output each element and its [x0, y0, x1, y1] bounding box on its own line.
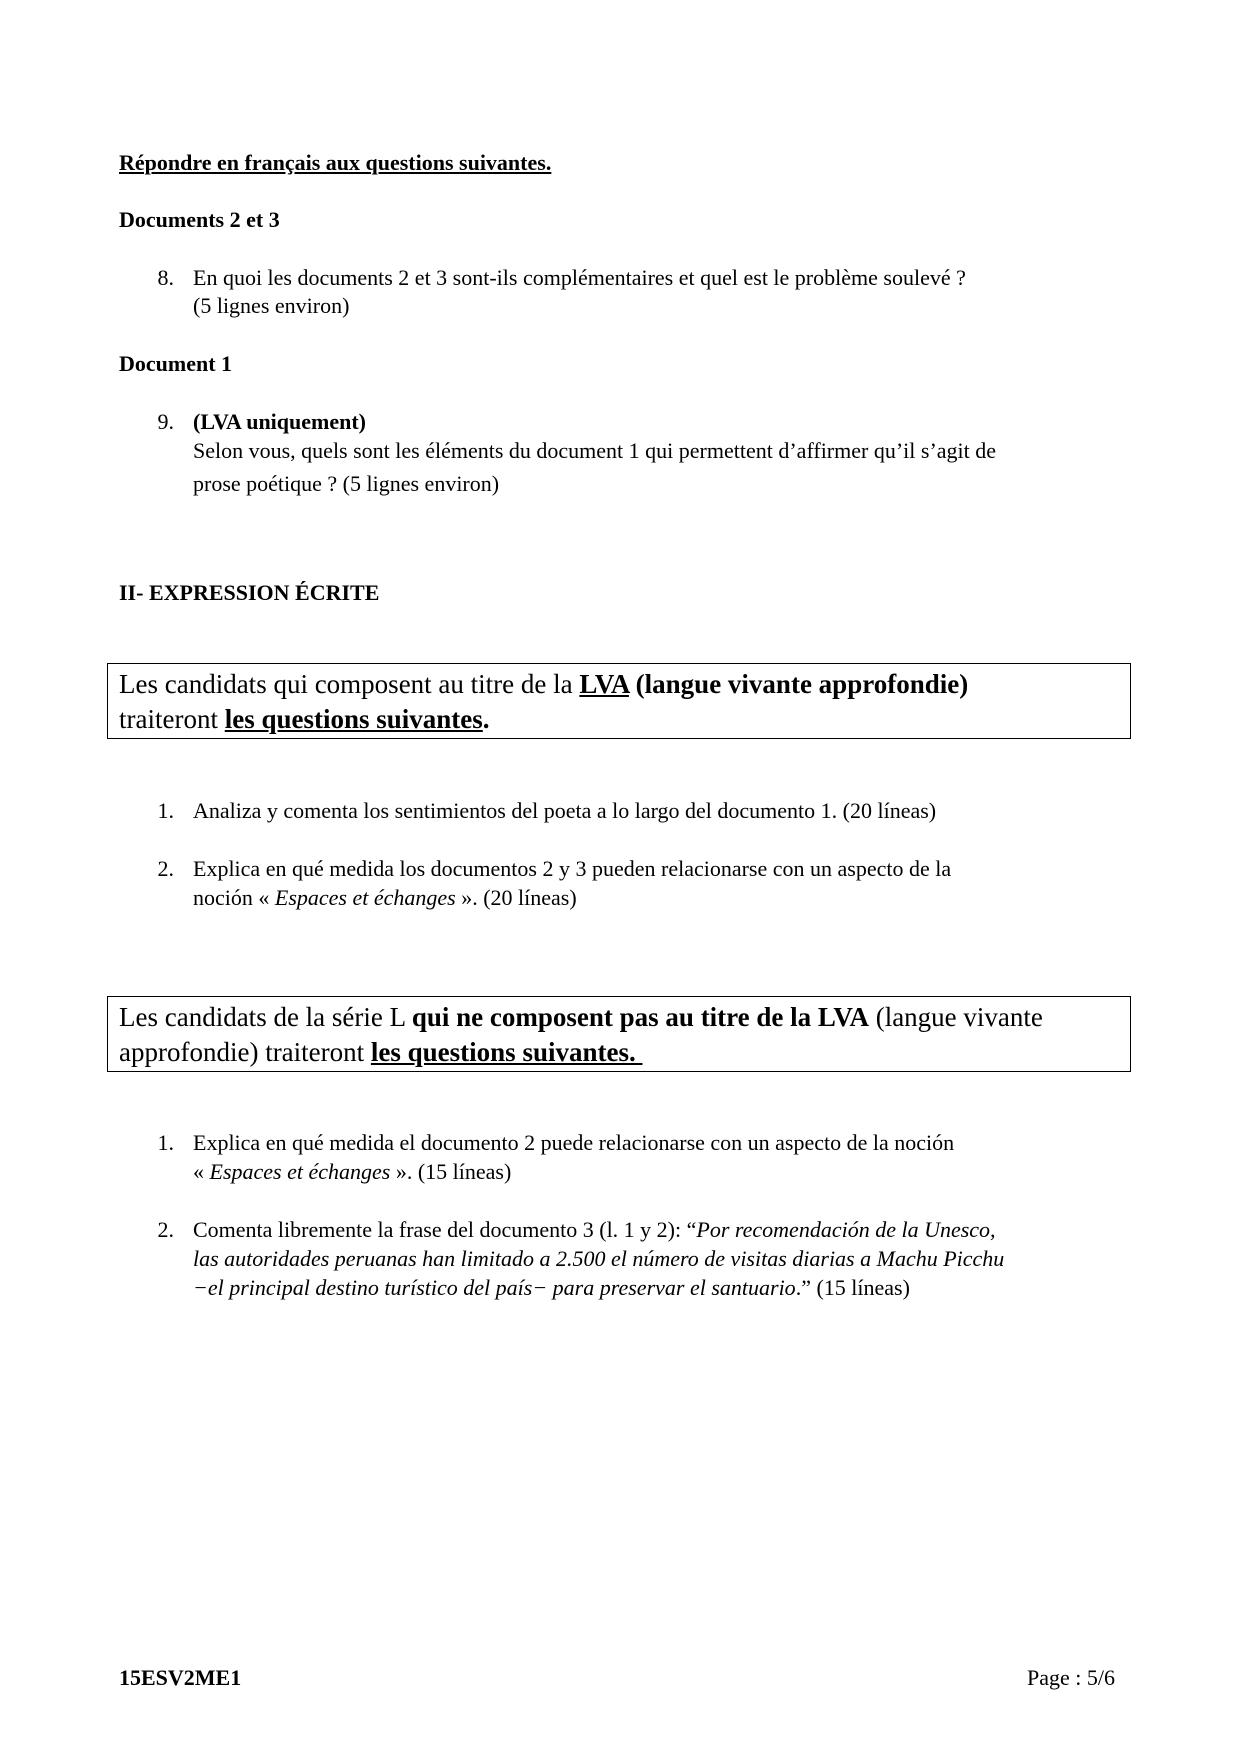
box-line [119, 1035, 1119, 1070]
box-emphasis: (langue vivante approfondie) [628, 669, 969, 699]
question-text-line [193, 1273, 910, 1302]
box-text: Les candidats qui composent au titre de la [119, 669, 580, 699]
question-text-line [193, 1157, 511, 1186]
question-number: 1. [157, 1130, 174, 1155]
text-run: ». (15 líneas) [390, 1159, 512, 1184]
question-text-line: (5 lignes environ) [193, 293, 350, 318]
question-text-line: prose poétique ? (5 lignes environ) [193, 471, 500, 496]
italic-run: −el principal destino turístico del país− para preservar el santuario [193, 1275, 796, 1300]
box-text: . [482, 703, 490, 734]
box-emphasis: LVA [579, 669, 629, 699]
footer-page-number: Page : 5/6 [1027, 1665, 1115, 1690]
question-text-line: Explica en qué medida los documentos 2 y 3 pueden relacionarse con un aspecto de la [193, 856, 952, 881]
question-text-line: Selon vous, quels sont les éléments du document 1 qui permettent d’affirmer qu’il s’agit de [193, 438, 997, 463]
question-text-line: las autoridades peruanas han limitado a 2.500 el número de visitas diarias a Machu Picchu [193, 1246, 1005, 1271]
question-title: (LVA uniquement) [193, 409, 367, 434]
box-line [119, 667, 1119, 702]
box-text: traiteront [119, 703, 225, 734]
box-emphasis: les questions suivantes [370, 1036, 629, 1067]
box-emphasis: qui ne composent pas au titre de la LVA [411, 1002, 869, 1032]
italic-run: Espaces et échanges [274, 885, 456, 910]
text-run: « [193, 1159, 210, 1184]
question-number: 2. [157, 1217, 174, 1242]
box-text: Les candidats de la série L [119, 1002, 412, 1032]
box-line [119, 702, 1119, 737]
box-emphasis: les questions suivantes [224, 703, 483, 734]
question-number: 1. [157, 798, 174, 823]
question-text-line [193, 1215, 996, 1244]
question-number: 9. [157, 409, 174, 434]
question-text-line [193, 883, 577, 912]
italic-run: Por recomendación de la Unesco, [696, 1217, 996, 1242]
section-heading-document-1: Document 1 [119, 351, 233, 376]
italic-run: Espaces et échanges [209, 1159, 391, 1184]
non-lva-instruction-box [107, 996, 1131, 1072]
box-line [119, 1000, 1119, 1035]
question-text-line: Explica en qué medida el documento 2 puede relacionarse con un aspecto de la noción [193, 1130, 955, 1155]
box-text: (langue vivante [868, 1002, 1043, 1032]
question-text-line: Analiza y comenta los sentimientos del poeta a lo largo del documento 1. (20 líneas) [193, 798, 937, 823]
section-heading-documents-2-3: Documents 2 et 3 [119, 207, 280, 232]
lva-instruction-box [107, 663, 1131, 739]
question-text-line: En quoi les documents 2 et 3 sont-ils complémentaires et quel est le problème soulevé ? [193, 265, 966, 290]
question-number: 8. [157, 265, 174, 290]
question-number: 2. [157, 856, 174, 881]
box-text: approfondie) traiteront [119, 1036, 371, 1067]
text-run: noción « [193, 885, 275, 910]
text-run: ». (20 líneas) [455, 885, 577, 910]
text-run: .” (15 líneas) [795, 1275, 910, 1300]
part-heading: II- EXPRESSION ÉCRITE [119, 580, 380, 605]
instruction-heading: Répondre en français aux questions suivantes. [119, 150, 552, 175]
box-text: . [628, 1036, 643, 1067]
text-run: Comenta libremente la frase del documento 3 (l. 1 y 2): “ [193, 1217, 697, 1242]
footer-code: 15ESV2ME1 [119, 1665, 242, 1690]
